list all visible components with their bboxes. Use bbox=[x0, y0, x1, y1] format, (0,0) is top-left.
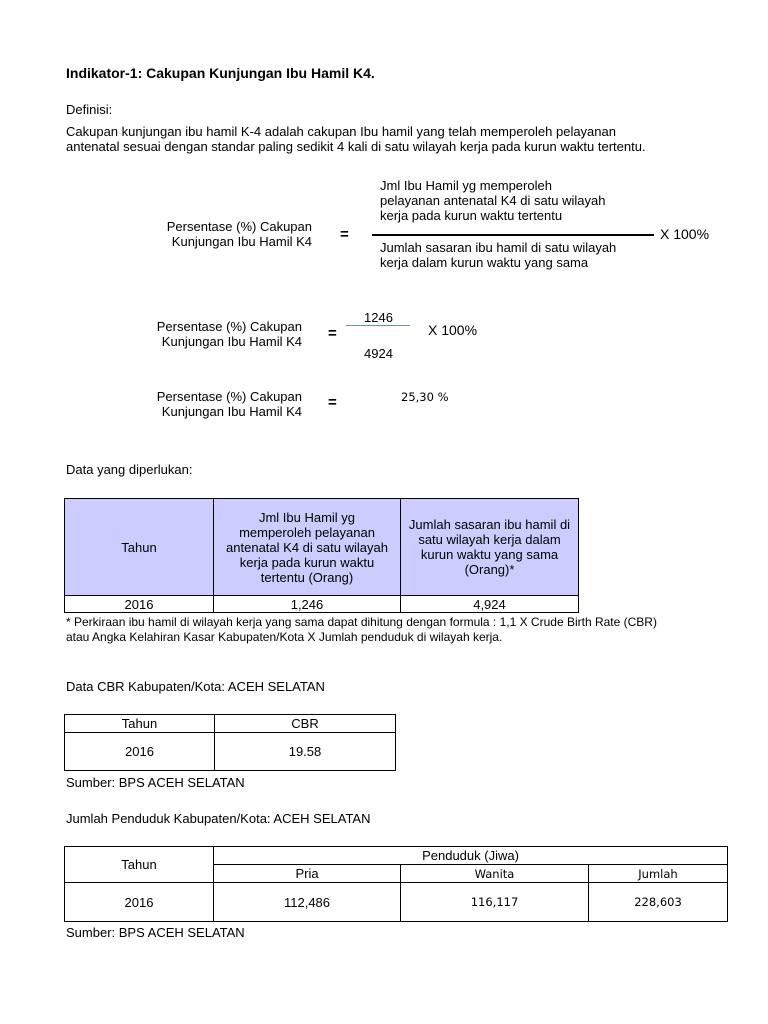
cell-year: 2016 bbox=[65, 733, 215, 771]
data-needed-table bbox=[64, 498, 579, 613]
cbr-source: Sumber: BPS ACEH SELATAN bbox=[66, 775, 245, 790]
formula1-equals: = bbox=[340, 226, 349, 243]
col-tahun: Tahun bbox=[65, 847, 214, 883]
formula1-den-line-2: kerja dalam kurun waktu yang sama bbox=[380, 255, 589, 270]
cell-year: 2016 bbox=[65, 596, 214, 613]
definition-heading: Definisi: bbox=[66, 102, 113, 117]
col3-line-2: satu wilayah kerja dalam bbox=[418, 532, 561, 547]
col2-line-5: tertentu (Orang) bbox=[260, 569, 354, 585]
table-row bbox=[65, 733, 396, 771]
definition-line-2: antenatal sesuai dengan standar paling sedikit 4 kali di satu wilayah kerja pada kurun waktu tertentu. bbox=[66, 139, 646, 154]
formula1-num-line-1: Jml Ibu Hamil yg memperoleh bbox=[380, 178, 552, 193]
table-row bbox=[65, 596, 579, 613]
formula1-label-line-2: Kunjungan Ibu Hamil K4 bbox=[171, 234, 312, 249]
col-pria: Pria bbox=[214, 865, 401, 883]
cell-pria: 112,486 bbox=[214, 883, 401, 922]
formula1-multiplier: X 100% bbox=[660, 226, 710, 242]
formula2-fraction-bar bbox=[346, 325, 410, 326]
cell-jml-ibu-hamil: 1,246 bbox=[214, 596, 401, 613]
formula1-num-line-3: kerja pada kurun waktu tertentu bbox=[380, 208, 563, 223]
table-header-row bbox=[65, 499, 579, 596]
formula2-equals: = bbox=[328, 325, 337, 342]
page-title: Indikator-1: Cakupan Kunjungan Ibu Hamil K4. bbox=[66, 65, 375, 81]
cell-jumlah-sasaran: 4,924 bbox=[401, 596, 579, 613]
data-needed-heading: Data yang diperlukan: bbox=[66, 462, 193, 477]
col-wanita: Wanita bbox=[401, 865, 589, 883]
formula2-denominator: 4924 bbox=[364, 346, 393, 361]
cell-jumlah: 228,603 bbox=[589, 883, 728, 922]
population-table bbox=[64, 846, 728, 922]
footnote-line-2: atau Angka Kelahiran Kasar Kabupaten/Kota X Jumlah penduduk di wilayah kerja. bbox=[66, 630, 503, 644]
col2-line-4: kerja pada kurun waktu bbox=[239, 554, 375, 570]
col-tahun: Tahun bbox=[65, 715, 215, 733]
formula1-num-line-2: pelayanan antenatal K4 di satu wilayah bbox=[380, 193, 606, 208]
population-source: Sumber: BPS ACEH SELATAN bbox=[66, 925, 245, 940]
formula2-numerator: 1246 bbox=[364, 310, 393, 325]
formula2-multiplier: X 100% bbox=[428, 322, 478, 338]
col-jumlah-sasaran bbox=[401, 499, 579, 596]
table-row bbox=[65, 883, 728, 922]
formula1-denominator bbox=[380, 240, 616, 270]
col-jml-ibu-hamil bbox=[214, 499, 401, 596]
formula3-label-line-2: Kunjungan Ibu Hamil K4 bbox=[161, 404, 302, 419]
col-penduduk: Penduduk (Jiwa) bbox=[214, 847, 728, 865]
col2-line-2: memperoleh pelayanan bbox=[239, 524, 375, 540]
col2-line-1: Jml Ibu Hamil yg bbox=[258, 509, 356, 525]
formula2-label-line-1: Persentase (%) Cakupan bbox=[156, 319, 302, 334]
formula2-label-line-2: Kunjungan Ibu Hamil K4 bbox=[161, 334, 302, 349]
cell-wanita: 116,117 bbox=[401, 883, 589, 922]
table-header-row bbox=[65, 847, 728, 865]
population-heading: Jumlah Penduduk Kabupaten/Kota: ACEH SELATAN bbox=[66, 811, 371, 826]
col-cbr: CBR bbox=[215, 715, 396, 733]
cbr-heading: Data CBR Kabupaten/Kota: ACEH SELATAN bbox=[66, 679, 325, 694]
col3-line-4: (Orang)* bbox=[464, 562, 515, 577]
formula3-label-line-1: Persentase (%) Cakupan bbox=[156, 389, 302, 404]
formula1-fraction-bar bbox=[372, 234, 654, 236]
col2-line-3: antenatal K4 di satu wilayah bbox=[226, 539, 388, 555]
cell-cbr: 19.58 bbox=[215, 733, 396, 771]
formula1-label bbox=[150, 219, 312, 249]
col-jumlah: Jumlah bbox=[589, 865, 728, 883]
table-header-row bbox=[65, 715, 396, 733]
formula3-equals: = bbox=[328, 394, 337, 411]
formula1-numerator bbox=[380, 178, 606, 223]
formula3-result: 25,30 % bbox=[401, 390, 449, 404]
formula2-label bbox=[140, 319, 302, 349]
cbr-table bbox=[64, 714, 396, 771]
col-tahun: Tahun bbox=[65, 499, 214, 596]
col3-line-3: kurun waktu yang sama bbox=[420, 547, 559, 562]
definition-line-1: Cakupan kunjungan ibu hamil K-4 adalah cakupan Ibu hamil yang telah memperoleh pelayanan bbox=[66, 124, 616, 139]
col3-line-1: Jumlah sasaran ibu hamil di bbox=[408, 517, 571, 532]
cell-year: 2016 bbox=[65, 883, 214, 922]
formula3-label bbox=[140, 389, 302, 419]
formula1-den-line-1: Jumlah sasaran ibu hamil di satu wilayah bbox=[380, 240, 617, 255]
footnote-line-1: * Perkiraan ibu hamil di wilayah kerja yang sama dapat dihitung dengan formula : 1,1 X Crude Birth Rate (CBR) bbox=[66, 615, 657, 629]
formula1-label-line-1: Persentase (%) Cakupan bbox=[166, 219, 312, 234]
